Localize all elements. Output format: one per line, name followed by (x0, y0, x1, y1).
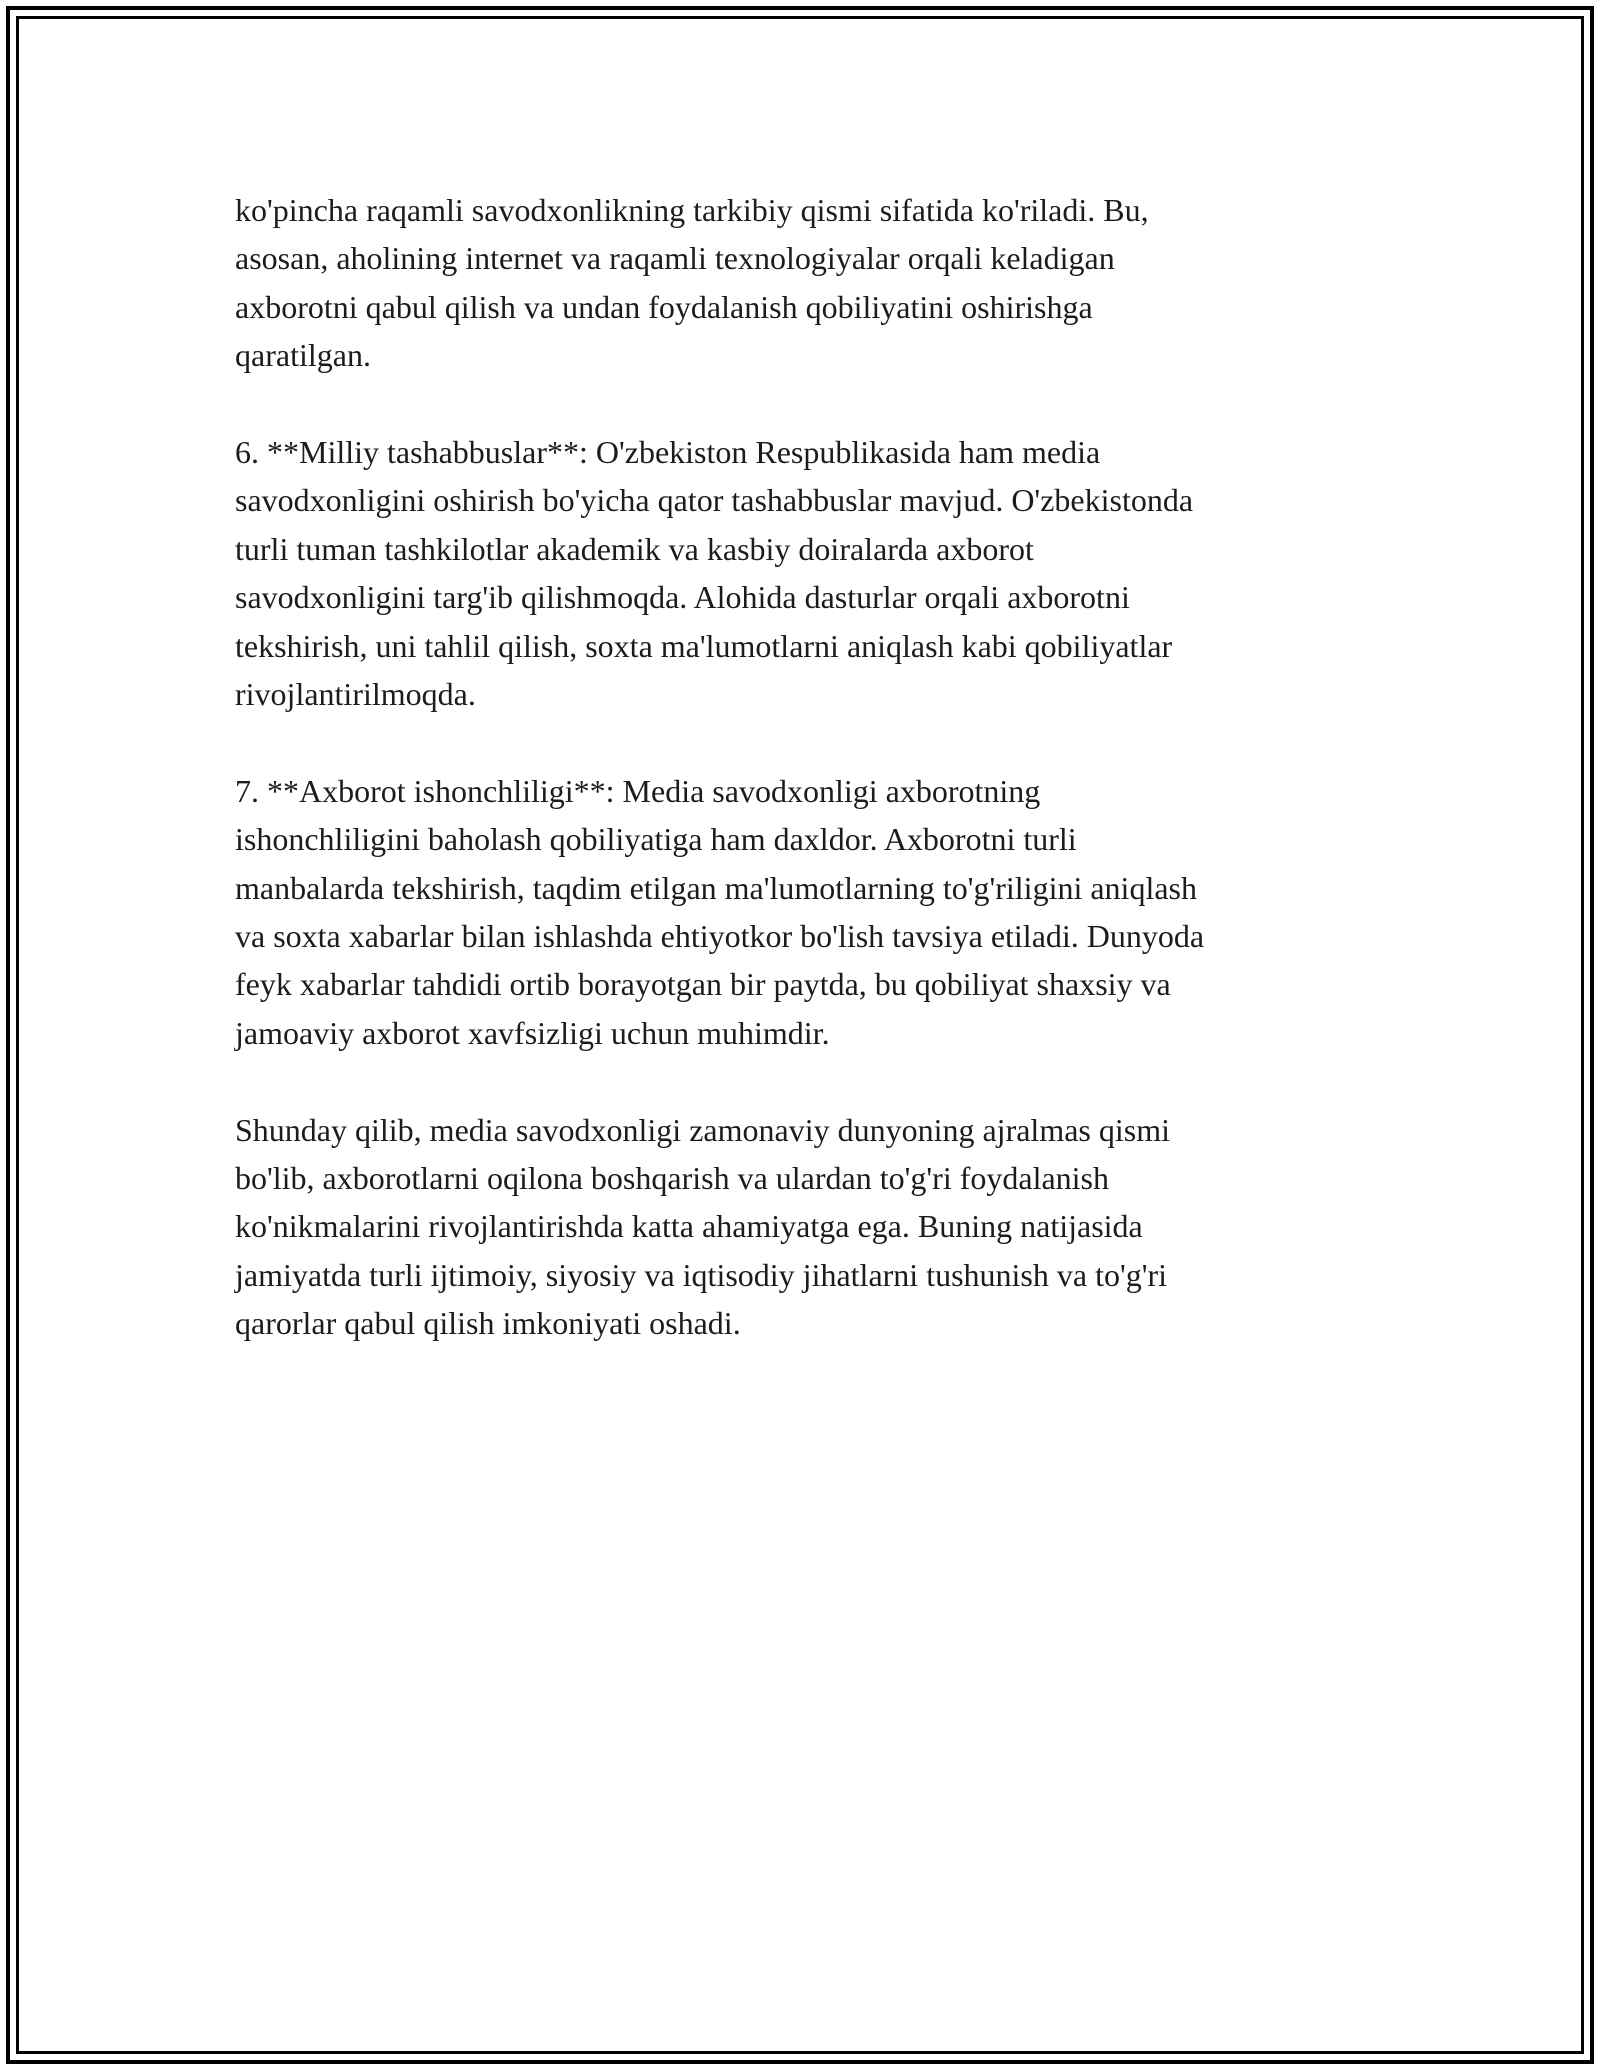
text-line: 7. **Axborot ishonchliligi**: Media savodxonligi axborotning (235, 772, 1041, 809)
text-line: Shunday qilib, media savodxonligi zamonaviy dunyoning ajralmas qismi (235, 1111, 1170, 1148)
paragraph-continuation (235, 186, 1365, 380)
text-line: qarorlar qabul qilish imkoniyati oshadi. (235, 1305, 741, 1342)
text-line: tekshirish, uni tahlil qilish, soxta ma'lumotlarni aniqlash kabi qobiliyatlar (235, 627, 1173, 664)
text-line: va soxta xabarlar bilan ishlashda ehtiyotkor bo'lish tavsiya etiladi. Dunyoda (235, 918, 1205, 955)
text-line: jamiyatda turli ijtimoiy, siyosiy va iqtisodiy jihatlarni tushunish va to'g'ri (235, 1256, 1168, 1293)
paragraph-conclusion (235, 1106, 1365, 1348)
paragraph-axborot-ishonchliligi (235, 767, 1365, 1057)
text-line: qaratilgan. (235, 337, 371, 374)
text-line: axborotni qabul qilish va undan foydalanish qobiliyatini oshirishga (235, 288, 1093, 325)
document-body (235, 186, 1365, 1396)
text-line: ko'pincha raqamli savodxonlikning tarkibiy qismi sifatida ko'riladi. Bu, (235, 192, 1149, 228)
text-line: ishonchliligini baholash qobiliyatiga ham daxldor. Axborotni turli (235, 821, 1077, 858)
text-line: savodxonligini oshirish bo'yicha qator tashabbuslar mavjud. O'zbekistonda (235, 482, 1194, 519)
text-line: bo'lib, axborotlarni oqilona boshqarish va ulardan to'g'ri foydalanish (235, 1160, 1109, 1197)
paragraph-milliy-tashabbuslar (235, 428, 1365, 718)
text-line: savodxonligini targ'ib qilishmoqda. Alohida dasturlar orqali axborotni (235, 579, 1130, 616)
text-line: manbalarda tekshirish, taqdim etilgan ma'lumotlarning to'g'riligini aniqlash (235, 869, 1197, 906)
text-line: jamoaviy axborot xavfsizligi uchun muhimdir. (235, 1014, 830, 1051)
text-line: 6. **Milliy tashabbuslar**: O'zbekiston Respublikasida ham media (235, 434, 1101, 471)
text-line: turli tuman tashkilotlar akademik va kasbiy doiralarda axborot (235, 530, 1034, 567)
text-line: ko'nikmalarini rivojlantirishda katta ahamiyatga ega. Buning natijasida (235, 1208, 1143, 1245)
text-line: rivojlantirilmoqda. (235, 676, 476, 713)
text-line: feyk xabarlar tahdidi ortib borayotgan bir paytda, bu qobiliyat shaxsiy va (235, 966, 1171, 1003)
text-line: asosan, aholining internet va raqamli texnologiyalar orqali keladigan (235, 240, 1115, 277)
